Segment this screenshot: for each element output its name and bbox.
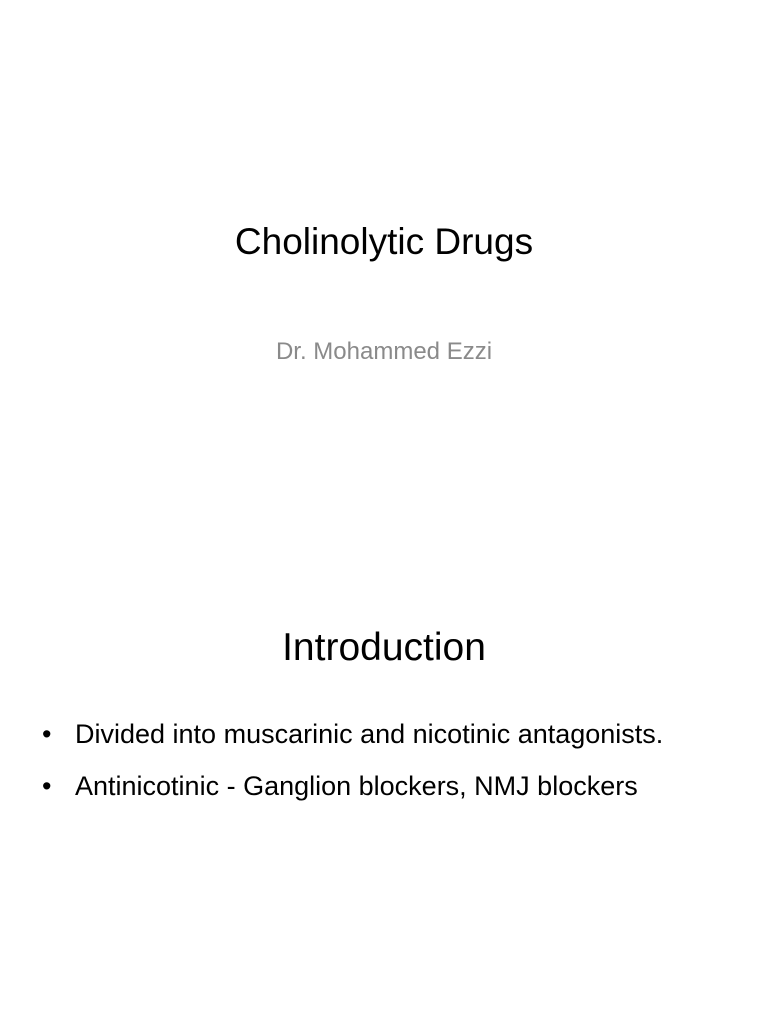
bullet-text: Antinicotinic - Ganglion blockers, NMJ blockers <box>75 771 638 801</box>
slide-heading: Introduction <box>282 626 486 669</box>
bullet-marker-icon: • <box>42 771 52 801</box>
slide-subtitle-author: Dr. Mohammed Ezzi <box>275 338 493 365</box>
bullet-text: Divided into muscarinic and nicotinic antagonists. <box>75 719 664 749</box>
bullet-item <box>40 769 740 804</box>
bullet-item <box>40 717 740 752</box>
introduction-slide <box>0 512 768 1024</box>
slide-title: Cholinolytic Drugs <box>234 221 534 262</box>
bullet-list <box>40 717 740 821</box>
bullet-marker-icon: • <box>42 719 52 749</box>
